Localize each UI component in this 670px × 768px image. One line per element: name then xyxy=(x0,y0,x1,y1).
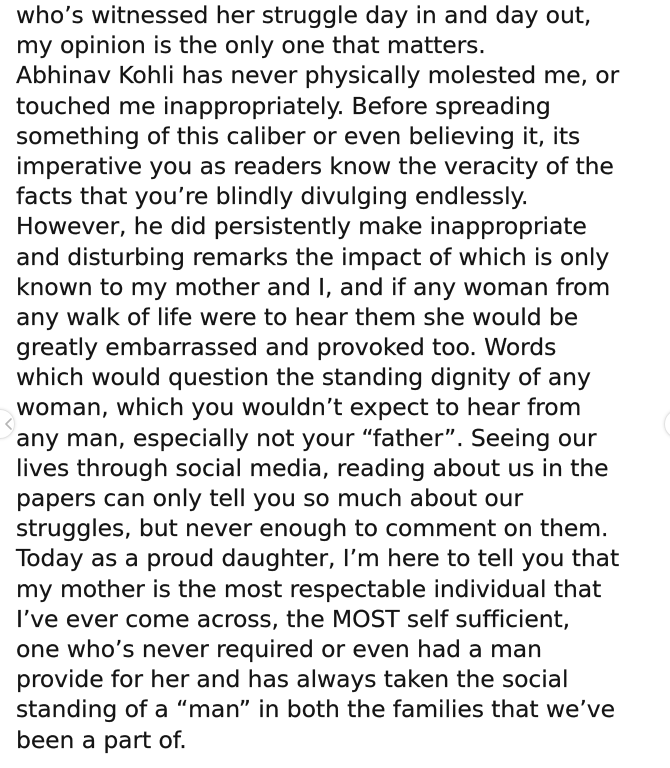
caption-line: provide for her and has always taken the social xyxy=(16,665,569,694)
carousel-prev-button[interactable] xyxy=(0,409,15,439)
caption-line: one who’s never required or even had a man xyxy=(16,634,542,663)
caption-line: which would question the standing dignity of any xyxy=(16,363,591,392)
caption-line: my opinion is the only one that matters. xyxy=(16,31,486,60)
caption-line: struggles, but never enough to comment on them. xyxy=(16,514,609,543)
caption-line: standing of a “man” in both the families that we’ve xyxy=(16,695,615,724)
caption-line: been a part of. xyxy=(16,725,187,754)
caption-line: who’s witnessed her struggle day in and day out, xyxy=(16,1,592,29)
caption-line: my mother is the most respectable individual that xyxy=(16,574,602,603)
caption-line: woman, which you wouldn’t expect to hear from xyxy=(16,393,582,422)
caption-line: imperative you as readers know the veracity of the xyxy=(16,151,614,180)
caption-line: papers can only tell you so much about our xyxy=(16,484,523,512)
caption-line: greatly embarrassed and provoked too. Words xyxy=(16,333,557,362)
caption-line: any man, especially not your “father”. Seeing our xyxy=(16,423,597,452)
caption-line: known to my mother and I, and if any woman from xyxy=(16,272,611,301)
caption-line: I’ve ever come across, the MOST self sufficient, xyxy=(16,604,571,633)
post-caption-text xyxy=(16,0,666,755)
caption-line: Abhinav Kohli has never physically molested me, or xyxy=(16,61,620,90)
chevron-left-icon xyxy=(3,418,15,430)
caption-line: touched me inappropriately. Before spreading xyxy=(16,91,551,120)
caption-line: any walk of life were to hear them she would be xyxy=(16,302,579,331)
caption-line: and disturbing remarks the impact of which is only xyxy=(16,242,610,271)
caption-line: facts that you’re blindly divulging endlessly. xyxy=(16,182,529,211)
caption-line: However, he did persistently make inappropriate xyxy=(16,212,587,241)
caption-line: lives through social media, reading about us in the xyxy=(16,453,609,482)
caption-line: Today as a proud daughter, I’m here to tell you that xyxy=(16,544,620,573)
caption-line: something of this caliber or even believing it, its xyxy=(16,121,581,150)
